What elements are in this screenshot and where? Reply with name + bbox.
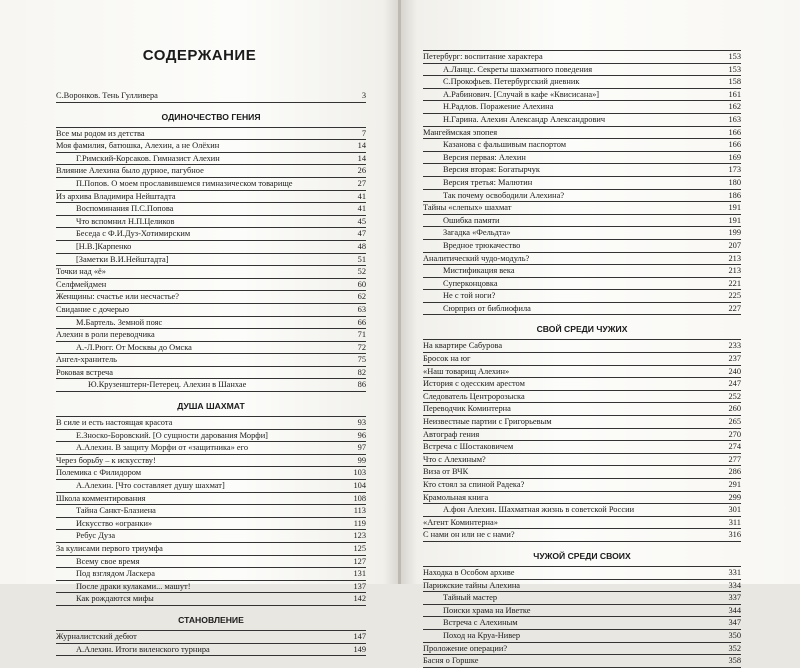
toc-entry-page: 72 [357, 342, 366, 352]
toc-entry [56, 354, 366, 367]
toc-entry-title: Моя фамилия, батюшка, Алехин, а не Олёхин [56, 141, 220, 151]
toc-entry-page: 301 [728, 505, 741, 515]
toc-entry-title: «Агент Коминтерна» [423, 517, 498, 527]
toc-entry-page: 162 [728, 102, 741, 112]
toc-entry-page: 108 [353, 493, 366, 503]
toc-entry-title: Автограф гения [423, 429, 480, 439]
toc-entry-page: 137 [353, 581, 366, 591]
toc-entry [56, 165, 366, 178]
toc-entry [423, 101, 741, 114]
toc-entry [423, 492, 741, 505]
toc-entry-page: 344 [728, 605, 741, 615]
toc-entry-title: А.Алехин. В защиту Морфи от «защитника» его [76, 443, 249, 453]
toc-entry-title: «Наш товарищ Алехин» [423, 366, 510, 376]
toc-entry [423, 127, 741, 140]
toc-entry-title: Школа комментирования [56, 493, 146, 503]
toc-entry [56, 430, 366, 443]
toc-entry [56, 630, 366, 644]
toc-entry-title: Ю.Крузенштерн-Петерец. Алехин в Шанхае [88, 380, 247, 390]
toc-entry [423, 164, 741, 177]
toc-entry-title: Тайный мастер [443, 593, 498, 603]
toc-entry-title: А.Ланцс. Секреты шахматного поведения [443, 64, 593, 74]
toc-entry-title: Селфмейдмен [56, 279, 107, 289]
toc-entry-page: 161 [728, 89, 741, 99]
toc-entry [56, 367, 366, 380]
toc-entry-title: Что с Алехиным? [423, 454, 486, 464]
toc-entry [423, 202, 741, 215]
toc-entry-page: 352 [728, 643, 741, 653]
toc-entry-page: 358 [728, 656, 741, 666]
toc-entry-page: 299 [728, 492, 741, 502]
toc-entry-page: 82 [357, 367, 366, 377]
toc-entry [56, 568, 366, 581]
toc-entry [56, 216, 366, 229]
toc-entry-title: Ангел-хранитель [56, 355, 117, 365]
toc-entry-title: [Н.В.]Карпенко [76, 241, 132, 251]
toc-entry-page: 180 [728, 177, 741, 187]
toc-entry [423, 605, 741, 618]
toc-entry-title: [Заметки В.И.Нейштадта] [76, 254, 169, 264]
toc-entry-page: 127 [353, 556, 366, 566]
toc-entry-page: 97 [357, 443, 366, 453]
toc-section-heading: ЧУЖОЙ СРЕДИ СВОИХ [533, 550, 631, 561]
toc-entry-page: 41 [357, 191, 366, 201]
left-toc-column [56, 90, 366, 656]
toc-entry-page: 191 [728, 203, 741, 213]
left-page [0, 0, 399, 654]
toc-entry-title: Женщины: счастье или несчастье? [56, 292, 179, 302]
toc-entry [56, 480, 366, 493]
toc-entry-title: Беседа с Ф.И.Дуз-Хотимирским [76, 229, 191, 239]
toc-entry-page: 237 [728, 354, 741, 364]
toc-entry [56, 644, 366, 657]
toc-entry-title: За кулисами первого триумфа [56, 544, 163, 553]
toc-entry-page: 99 [357, 455, 366, 465]
toc-entry-page: 199 [728, 228, 741, 238]
toc-entry-title: Версия первая: Алехин [443, 152, 526, 162]
toc-entry-page: 207 [728, 240, 741, 250]
toc-entry-title: С.Прокофьев. Петербургский дневник [443, 77, 580, 87]
toc-entry [423, 391, 741, 404]
toc-entry [423, 466, 741, 479]
toc-entry-title: Г.Римский-Корсаков. Гимназист Алехин [76, 153, 220, 163]
toc-entry-title: Встреча с Шостаковичем [423, 442, 514, 452]
toc-entry-page: 334 [728, 580, 741, 590]
toc-entry [56, 140, 366, 153]
toc-entry [56, 416, 366, 430]
toc-entry-title: Переводчик Коминтерна [423, 404, 511, 414]
toc-entry [423, 353, 741, 366]
toc-section-heading: СВОЙ СРЕДИ ЧУЖИХ [536, 324, 628, 335]
toc-entry [423, 566, 741, 580]
toc-entry [423, 403, 741, 416]
toc-entry-title: Встреча с Алехиным [443, 618, 518, 628]
toc-entry-page: 213 [728, 253, 741, 263]
toc-entry [56, 127, 366, 141]
toc-entry-page: 113 [353, 506, 366, 516]
toc-entry-title: Казанова с фальшивым паспортом [443, 140, 567, 150]
toc-entry-title: Н.Гарина. Алехин Александр Александрович [443, 114, 606, 124]
toc-entry-page: 252 [728, 391, 741, 401]
toc-entry-page: 123 [353, 531, 366, 541]
toc-entry-page: 93 [357, 418, 366, 428]
toc-section-heading: СТАНОВЛЕНИЕ [178, 614, 244, 625]
toc-entry-title: В силе и есть настоящая красота [56, 418, 173, 428]
toc-entry [423, 366, 741, 379]
toc-entry [56, 254, 366, 267]
toc-entry [423, 416, 741, 429]
toc-entry-title: Проложение операции? [423, 643, 508, 653]
toc-entry-title: Кто стоял за спиной Радека? [423, 480, 525, 489]
toc-entry [56, 543, 366, 556]
toc-entry-page: 60 [357, 279, 366, 289]
toc-entry-page: 86 [357, 380, 366, 390]
toc-entry-title: Все мы родом из детства [56, 128, 145, 138]
toc-entry-title: С.Воронков. Тень Гулливера [56, 91, 158, 100]
toc-entry [423, 227, 741, 240]
toc-entry-page: 350 [728, 630, 741, 640]
toc-entry [423, 303, 741, 316]
page-title: СОДЕРЖАНИЕ [142, 47, 257, 64]
toc-entry-page: 286 [728, 467, 741, 477]
toc-entry-title: Следователь Центророзыска [423, 391, 525, 401]
toc-entry [56, 279, 366, 292]
toc-entry-title: На квартире Сабурова [423, 341, 503, 351]
toc-entry [56, 266, 366, 279]
toc-entry-page: 247 [728, 379, 741, 389]
toc-entry-title: Под взглядом Ласкера [76, 569, 155, 579]
toc-entry-title: Свидание с дочерью [56, 304, 130, 314]
toc-entry [56, 90, 366, 103]
toc-entry-page: 265 [728, 417, 741, 427]
toc-entry-title: Вредное трюкачество [443, 240, 521, 250]
toc-entry-page: 225 [728, 291, 741, 301]
toc-entry-title: Версия вторая: Богатырчук [443, 165, 540, 175]
toc-entry [56, 467, 366, 480]
toc-entry [423, 441, 741, 454]
toc-entry [56, 505, 366, 518]
toc-entry [56, 455, 366, 468]
toc-entry [56, 241, 366, 254]
toc-entry-page: 227 [728, 303, 741, 313]
toc-entry-page: 166 [728, 140, 741, 150]
toc-entry [423, 454, 741, 467]
toc-entry [423, 429, 741, 442]
toc-entry [56, 518, 366, 531]
toc-entry-title: Журналистский дебют [56, 631, 137, 641]
toc-entry-title: Не с той ноги? [443, 291, 496, 301]
toc-entry [423, 278, 741, 291]
toc-entry-title: Неизвестные партии с Григорьевым [423, 417, 552, 427]
right-toc-column [423, 50, 741, 668]
toc-entry-page: 3 [361, 91, 366, 100]
toc-entry-title: А.Алехин. [Что составляет душу шахмат] [76, 481, 225, 491]
toc-entry [423, 114, 741, 127]
toc-entry [56, 556, 366, 569]
toc-entry [423, 139, 741, 152]
toc-entry [423, 64, 741, 77]
toc-entry-title: Аналитический чудо-модуль? [423, 253, 530, 263]
toc-entry [423, 215, 741, 228]
toc-entry-title: Так почему освободили Алехина? [443, 190, 565, 200]
toc-entry-page: 337 [728, 593, 741, 603]
toc-entry-title: Что вспомнил Н.П.Целиков [76, 216, 175, 226]
toc-entry-title: Как рождаются мифы [76, 594, 154, 604]
toc-entry [423, 529, 741, 542]
toc-entry-page: 316 [728, 530, 741, 540]
toc-entry-title: Крамольная книга [423, 492, 489, 502]
toc-entry-title: Тайны «слепых» шахмат [423, 203, 512, 213]
toc-entry [423, 617, 741, 630]
toc-entry-title: Загадка «Фельдта» [443, 228, 511, 238]
toc-entry-title: Мангеймская эпопея [423, 127, 498, 137]
toc-entry-page: 52 [357, 267, 366, 277]
toc-entry-title: Парижские тайны Алехина [423, 580, 521, 590]
toc-section-heading: ОДИНОЧЕСТВО ГЕНИЯ [161, 111, 261, 122]
toc-entry-page: 71 [357, 330, 366, 340]
toc-entry-page: 149 [353, 644, 366, 654]
toc-entry-page: 48 [357, 241, 366, 251]
toc-entry-title: Из архива Владимира Нейштадта [56, 191, 176, 201]
toc-entry-page: 63 [357, 304, 366, 314]
toc-entry [56, 530, 366, 543]
toc-entry-page: 47 [357, 229, 366, 239]
toc-entry-page: 260 [728, 404, 741, 414]
toc-entry-title: После драки кулаками... машут! [76, 581, 191, 591]
toc-entry [56, 153, 366, 166]
toc-entry-page: 331 [728, 567, 741, 577]
toc-entry-title: М.Бартель. Земной пояс [76, 317, 163, 327]
toc-entry-page: 26 [357, 166, 366, 176]
toc-entry-title: А.Алехин. Итоги виленского турнира [76, 644, 210, 654]
toc-entry [56, 291, 366, 304]
toc-entry-page: 347 [728, 618, 741, 628]
toc-entry [423, 655, 741, 668]
toc-entry-page: 119 [353, 518, 366, 528]
toc-entry [56, 191, 366, 204]
toc-entry [423, 580, 741, 593]
toc-entry-page: 125 [353, 544, 366, 553]
toc-entry-page: 240 [728, 366, 741, 376]
toc-entry-page: 103 [353, 468, 366, 478]
toc-entry [423, 240, 741, 253]
toc-entry [423, 152, 741, 165]
toc-entry [56, 203, 366, 216]
toc-entry-title: Тайна Санкт-Блазиена [76, 506, 156, 516]
toc-entry-page: 41 [357, 204, 366, 214]
toc-entry-title: Алехин в роли переводчика [56, 330, 155, 340]
toc-entry-title: Петербург: воспитание характера [423, 52, 543, 61]
toc-entry-title: Точки над «ё» [56, 267, 106, 277]
toc-entry [423, 50, 741, 64]
toc-entry-title: Поиски храма на Иветке [443, 605, 531, 615]
toc-entry-title: П.Попов. О моем прославившемся гимназическом товарище [76, 178, 293, 188]
toc-entry-page: 221 [728, 278, 741, 288]
toc-entry-page: 173 [728, 165, 741, 175]
toc-entry-page: 66 [357, 317, 366, 327]
toc-entry-page: 191 [728, 215, 741, 225]
toc-entry-page: 277 [728, 454, 741, 464]
toc-entry-title: Сюрприз от библиофила [443, 303, 531, 313]
toc-entry-title: Басня о Горшке [423, 656, 479, 666]
toc-entry [56, 304, 366, 317]
toc-entry-page: 27 [357, 178, 366, 188]
toc-entry-page: 51 [357, 254, 366, 264]
toc-entry-title: Суперконцовка [443, 278, 498, 288]
toc-entry-page: 142 [353, 594, 366, 604]
toc-entry-title: Версия третья: Малютин [443, 177, 533, 187]
toc-entry-page: 153 [728, 52, 741, 61]
toc-entry-title: Бросок на юг [423, 354, 471, 364]
toc-entry [56, 228, 366, 241]
toc-entry-page: 147 [353, 631, 366, 641]
toc-entry-title: Через борьбу – к искусству! [56, 455, 156, 465]
toc-entry [423, 630, 741, 643]
toc-entry-page: 104 [353, 481, 366, 491]
toc-entry-page: 274 [728, 442, 741, 452]
toc-entry [423, 265, 741, 278]
toc-entry [423, 479, 741, 492]
toc-entry-page: 131 [353, 569, 366, 579]
toc-entry [423, 378, 741, 391]
toc-entry [56, 329, 366, 342]
toc-entry-page: 7 [361, 128, 366, 138]
toc-entry-title: Находка в Особом архиве [423, 567, 515, 577]
toc-entry [56, 442, 366, 455]
toc-entry-page: 186 [728, 190, 741, 200]
toc-entry-page: 75 [357, 355, 366, 365]
toc-entry-page: 270 [728, 429, 741, 439]
toc-entry [423, 592, 741, 605]
toc-entry [423, 190, 741, 203]
toc-entry-title: Искусство «огранки» [76, 518, 153, 528]
toc-entry-page: 62 [357, 292, 366, 302]
toc-entry-title: Ошибка памяти [443, 215, 500, 225]
toc-entry [56, 379, 366, 392]
toc-entry-title: Всему свое время [76, 556, 140, 566]
toc-entry-page: 163 [728, 114, 741, 124]
toc-entry [423, 89, 741, 102]
toc-entry-title: Е.Зноско-Боровский. [О сущности дарования Морфи] [76, 430, 268, 440]
toc-entry [423, 504, 741, 517]
toc-entry [423, 339, 741, 353]
toc-entry [423, 253, 741, 266]
toc-entry-title: Н.Радлов. Поражение Алехина [443, 102, 554, 112]
toc-entry-title: А.фон Алехин. Шахматная жизнь в советской России [443, 505, 635, 515]
toc-entry-title: Виза от ВЧК [423, 467, 469, 477]
toc-entry-page: 158 [728, 77, 741, 87]
toc-entry [56, 581, 366, 594]
toc-entry [56, 178, 366, 191]
toc-entry-title: Роковая встреча [56, 367, 113, 377]
toc-entry-title: Ребус Дуза [76, 531, 116, 541]
toc-entry-title: Воспоминания П.С.Попова [76, 204, 174, 214]
toc-entry-page: 14 [357, 153, 366, 163]
toc-entry [56, 317, 366, 330]
toc-entry-page: 291 [728, 480, 741, 489]
toc-entry-title: С нами он или не с нами? [423, 530, 515, 540]
toc-entry-title: А.Рабинович. [Случай в кафе «Квисисана»] [443, 89, 600, 99]
toc-entry [423, 290, 741, 303]
toc-entry [56, 342, 366, 355]
toc-entry-title: Мистификация века [443, 266, 515, 276]
toc-entry-page: 96 [357, 430, 366, 440]
toc-entry [423, 76, 741, 89]
right-page [401, 0, 800, 666]
toc-entry [56, 593, 366, 606]
toc-entry-title: Полемика с Филидором [56, 468, 142, 478]
toc-entry-page: 233 [728, 341, 741, 351]
toc-entry-title: Влияние Алехина было дурное, пагубное [56, 166, 204, 176]
toc-entry-page: 45 [357, 216, 366, 226]
toc-entry [56, 493, 366, 506]
toc-entry-page: 311 [728, 517, 741, 527]
toc-entry-page: 153 [728, 64, 741, 74]
toc-entry [423, 177, 741, 190]
toc-entry [423, 517, 741, 530]
toc-entry-title: История с одесским арестом [423, 379, 525, 389]
toc-entry [423, 643, 741, 656]
toc-entry-page: 14 [357, 141, 366, 151]
toc-entry-title: Поход на Круа-Нивер [443, 630, 521, 640]
toc-section-heading: ДУША ШАХМАТ [177, 401, 245, 412]
toc-entry-title: А.-Л.Рюгг. От Москвы до Омска [76, 342, 192, 352]
toc-entry-page: 169 [728, 152, 741, 162]
toc-entry-page: 213 [728, 266, 741, 276]
toc-entry-page: 166 [728, 127, 741, 137]
